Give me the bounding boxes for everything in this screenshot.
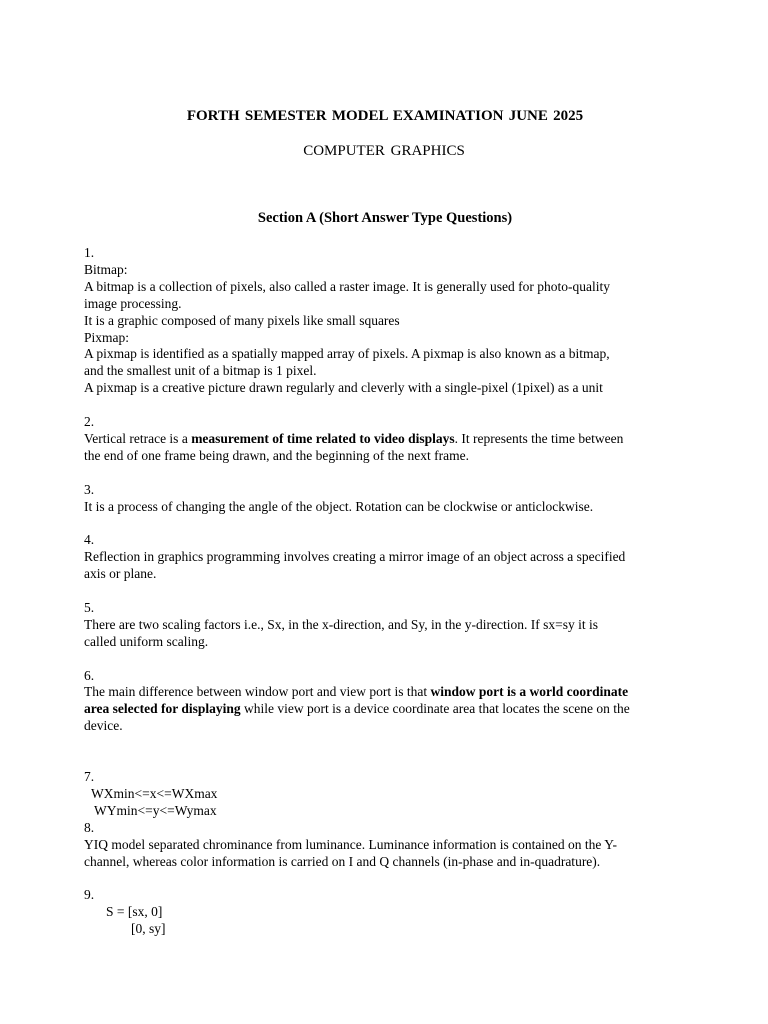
answer-text-line: Reflection in graphics programming involves creating a mirror image of an object across a specified bbox=[84, 549, 626, 565]
answer-number: 2. bbox=[84, 414, 95, 430]
answer-9 bbox=[84, 887, 716, 938]
answer-text-line: called uniform scaling. bbox=[84, 633, 209, 649]
bold-text-run: measurement of time related to video displays bbox=[191, 430, 455, 446]
answer-4 bbox=[84, 532, 716, 583]
answer-number: 8. bbox=[84, 819, 95, 835]
answer-1 bbox=[84, 245, 716, 397]
text-run: The main difference between window port and view port is that bbox=[84, 684, 431, 700]
answer-text-line: It is a graphic composed of many pixels like small squares bbox=[84, 312, 400, 328]
bold-text-run: area selected for displaying bbox=[84, 701, 241, 717]
answer-3 bbox=[84, 482, 716, 516]
bitmap-label: Bitmap: bbox=[84, 261, 128, 277]
answer-text-line: and the smallest unit of a bitmap is 1 pixel. bbox=[84, 363, 317, 379]
answer-number: 6. bbox=[84, 667, 95, 683]
answer-text-line: A pixmap is a creative picture drawn regularly and cleverly with a single-pixel (1pixel) as a unit bbox=[84, 380, 603, 396]
answer-number: 5. bbox=[84, 599, 95, 615]
answers-body bbox=[84, 245, 716, 938]
section-heading: Section A (Short Answer Type Questions) bbox=[257, 210, 513, 226]
answer-text-line: channel, whereas color information is carried on I and Q channels (in-phase and in-quadrature). bbox=[84, 853, 601, 869]
answer-text-line bbox=[84, 701, 716, 718]
answer-number: 7. bbox=[84, 769, 95, 784]
answer-text-line: A pixmap is identified as a spatially mapped array of pixels. A pixmap is also known as a bitmap, bbox=[84, 346, 610, 362]
answer-text-line bbox=[84, 684, 716, 701]
inequality-y: WYmin<=y<=Wymax bbox=[94, 802, 217, 818]
answer-text-line: axis or plane. bbox=[84, 566, 157, 582]
answer-2 bbox=[84, 414, 716, 465]
answer-number: 1. bbox=[84, 245, 95, 260]
answer-text-line bbox=[84, 431, 716, 448]
answer-8 bbox=[84, 820, 716, 871]
exam-title: FORTH SEMESTER MODEL EXAMINATION JUNE 2025 bbox=[186, 108, 584, 124]
bold-text-run: window port is a world coordinate bbox=[430, 684, 629, 700]
text-run: while view port is a device coordinate area that locates the scene on the bbox=[240, 701, 630, 717]
answer-text-line: A bitmap is a collection of pixels, also called a raster image. It is generally used for photo-quality bbox=[84, 278, 610, 294]
pixmap-label: Pixmap: bbox=[84, 329, 130, 345]
subject-title: COMPUTER GRAPHICS bbox=[303, 143, 465, 159]
text-run: . It represents the time between bbox=[454, 430, 624, 446]
matrix-row-2: [0, sy] bbox=[131, 921, 166, 937]
answer-6 bbox=[84, 668, 716, 736]
answer-number: 3. bbox=[84, 481, 95, 497]
answer-number: 4. bbox=[84, 532, 95, 548]
answer-7 bbox=[84, 769, 716, 820]
answer-number: 9. bbox=[84, 887, 95, 903]
answer-text-line: the end of one frame being drawn, and the beginning of the next frame. bbox=[84, 447, 469, 463]
text-run: Vertical retrace is a bbox=[84, 430, 192, 446]
answer-5 bbox=[84, 600, 716, 651]
inequality-x: WXmin<=x<=WXmax bbox=[91, 785, 218, 801]
matrix-row-1: S = [sx, 0] bbox=[106, 904, 163, 920]
answer-text-line: device. bbox=[84, 718, 123, 734]
answer-text-line: It is a process of changing the angle of the object. Rotation can be clockwise or anticlockwise. bbox=[84, 498, 594, 514]
answer-text-line: image processing. bbox=[84, 295, 182, 311]
answer-text-line: There are two scaling factors i.e., Sx, in the x-direction, and Sy, in the y-direction. If sx=sy it is bbox=[84, 616, 598, 632]
answer-text-line: YIQ model separated chrominance from luminance. Luminance information is contained on the Y- bbox=[84, 836, 617, 852]
